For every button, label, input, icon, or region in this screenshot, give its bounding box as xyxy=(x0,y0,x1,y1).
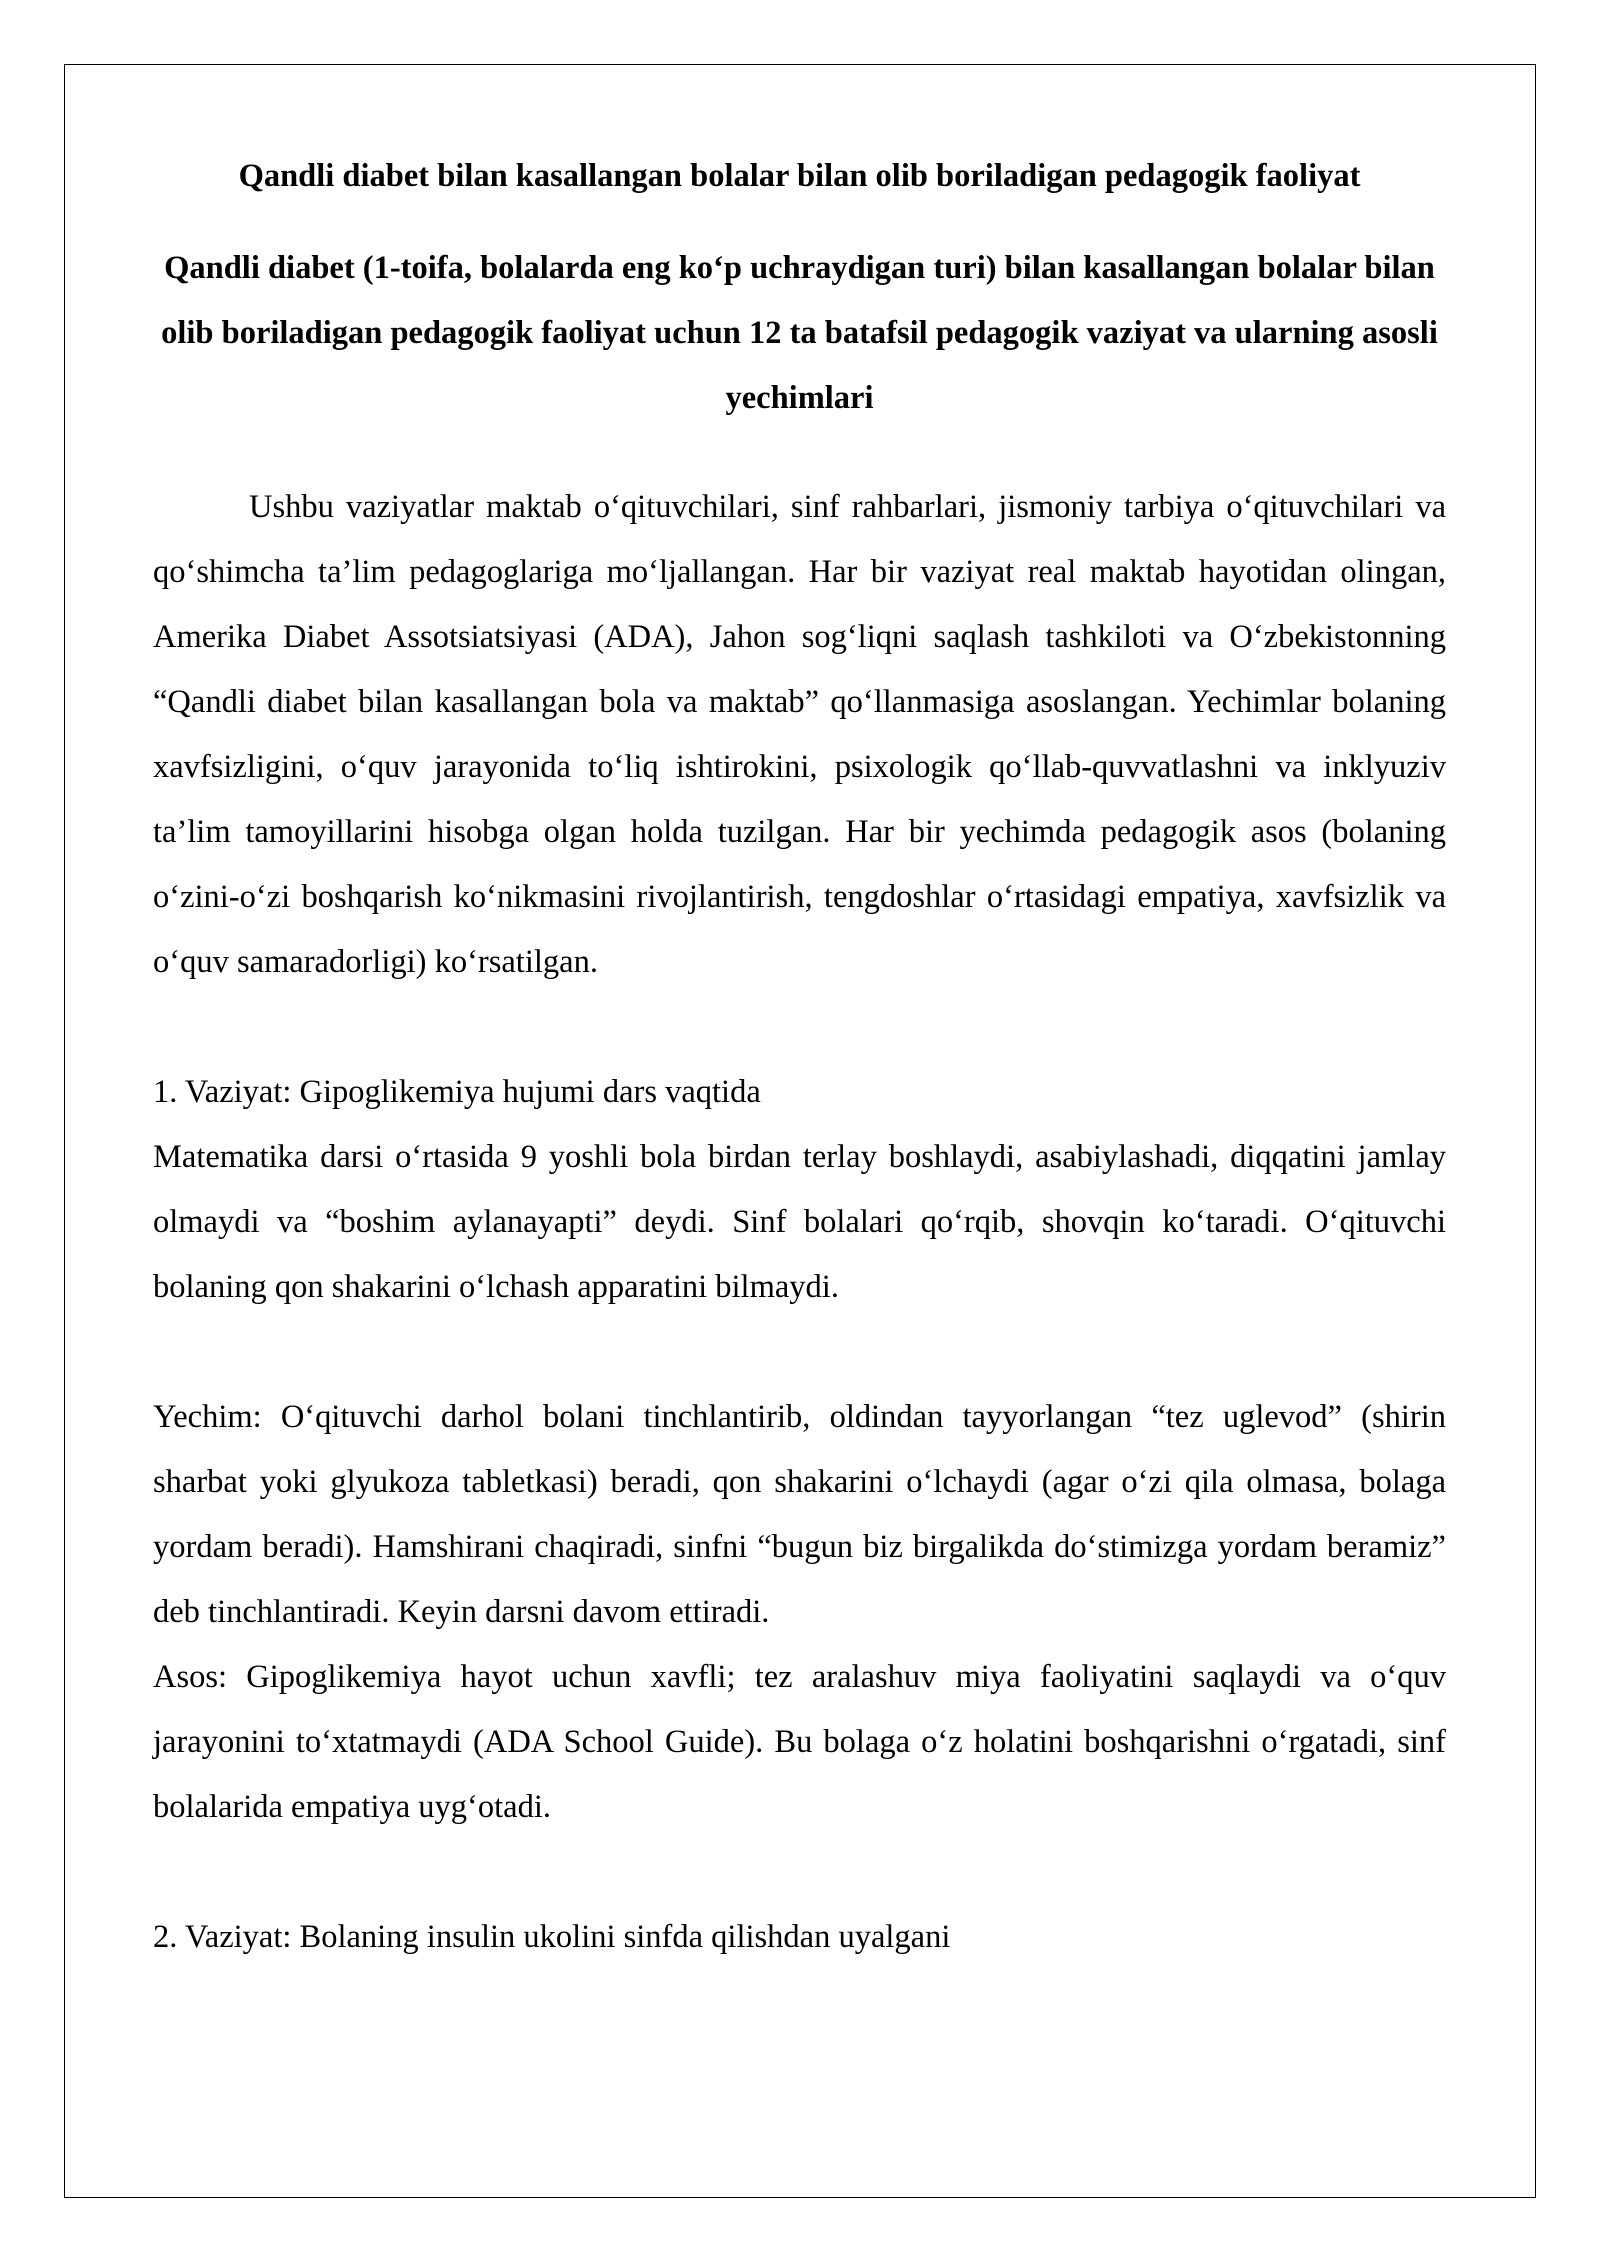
spacer xyxy=(153,1840,1446,1905)
intro-paragraph: Ushbu vaziyatlar maktab o‘qituvchilari, sinf rahbarlari, jismoniy tarbiya o‘qituvchilari va qo‘shimcha ta’lim pedagoglariga mo‘ljallangan. Har bir vaziyat real maktab hayotidan olingan, Amerika Diabet Assotsiatsiyasi (ADA), Jahon sog‘liqni saqlash tashkiloti va O‘zbekistonning “Qandli diabet bilan kasallangan bola va maktab” qo‘llanmasiga asoslangan. Yechimlar bolaning xavfsizligini, o‘quv jarayonida to‘liq ishtirokini, psixologik qo‘llab-quvvatlashni va inklyuziv ta’lim tamoyillarini hisobga olgan holda tuzilgan. Har bir yechimda pedagogik asos (bolaning o‘zini-o‘zi boshqarish ko‘nikmasini rivojlantirish, tengdoshlar o‘rtasidagi empatiya, xavfsizlik va o‘quv samaradorligi) ko‘rsatilgan. xyxy=(153,489,1446,980)
situation-1-basis: Asos: Gipoglikemiya hayot uchun xavfli; tez aralashuv miya faoliyatini saqlaydi va o‘quv jarayonini to‘xtatmaydi (ADA School Guide). Bu bolaga o‘z holatini boshqarishni o‘rgatadi, sinf bolalarida empatiya uyg‘otadi. xyxy=(153,1659,1446,1825)
spacer xyxy=(153,995,1446,1060)
situation-1-description: Matematika darsi o‘rtasida 9 yoshli bola birdan terlay boshlaydi, asabiylashadi, diqqatini jamlay olmaydi va “boshim aylanayapti” deydi. Sinf bolalari qo‘rqib, shovqin ko‘taradi. O‘qituvchi bolaning qon shakarini o‘lchash apparatini bilmaydi. xyxy=(153,1139,1446,1305)
document-content xyxy=(153,150,1446,1970)
situation-1-solution: Yechim: O‘qituvchi darhol bolani tinchlantirib, oldindan tayyorlangan “tez uglevod” (shirin sharbat yoki glyukoza tabletkasi) beradi, qon shakarini o‘lchaydi (agar o‘zi qila olmasa, bolaga yordam beradi). Hamshirani chaqiradi, sinfni “bugun biz birgalikda do‘stimizga yordam beramiz” deb tinchlantiradi. Keyin darsni davom ettiradi. xyxy=(153,1399,1446,1630)
situation-2-heading: 2. Vaziyat: Bolaning insulin ukolini sinfda qilishdan uyalgani xyxy=(153,1919,951,1955)
spacer xyxy=(153,1320,1446,1385)
document-subtitle: Qandli diabet (1-toifa, bolalarda eng ko‘p uchraydigan turi) bilan kasallangan bolalar bilan olib boriladigan pedagogik faoliyat uchun 12 ta batafsil pedagogik vaziyat va ularning asosli yechimlari xyxy=(161,250,1438,416)
document-title: Qandli diabet bilan kasallangan bolalar bilan olib boriladigan pedagogik faoliyat xyxy=(238,158,1361,194)
situation-1-heading: 1. Vaziyat: Gipoglikemiya hujumi dars vaqtida xyxy=(153,1074,761,1110)
